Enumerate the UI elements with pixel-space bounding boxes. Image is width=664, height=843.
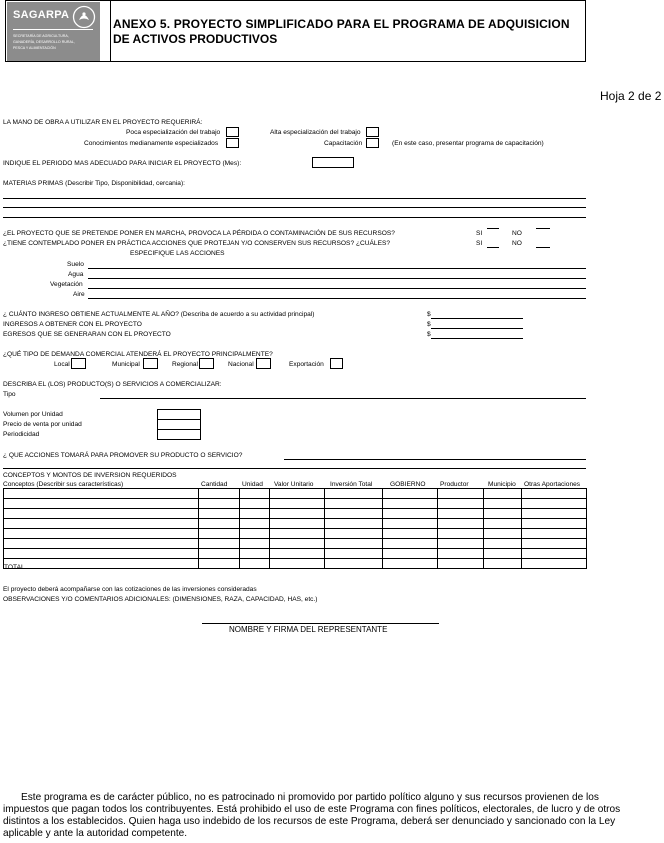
capacitacion-note: (En este caso, presentar programa de capacitación) xyxy=(392,140,544,147)
observaciones-label: OBSERVACIONES Y/O COMENTARIOS ADICIONALES: (DIMENSIONES, RAZA, CAPACIDAD, HAS, etc.) xyxy=(3,596,318,603)
table-cell[interactable] xyxy=(270,539,325,549)
table-cell[interactable] xyxy=(270,559,325,569)
table-cell[interactable] xyxy=(484,509,522,519)
legal-line-4: aplicable y ante la autoridad competente. xyxy=(3,828,188,839)
si-label-2: SI xyxy=(476,240,483,247)
exportacion-label: Exportación xyxy=(289,361,324,368)
precio-label: Precio de venta por unidad xyxy=(3,421,82,428)
page-indicator: Hoja 2 de 2 xyxy=(600,89,662,103)
col-header-conceptos: Conceptos (Describir sus características) xyxy=(3,481,124,488)
table-cell[interactable] xyxy=(4,509,199,519)
col-header-unidad: Unidad xyxy=(242,481,263,488)
table-cell[interactable] xyxy=(522,559,587,569)
table-cell[interactable] xyxy=(270,519,325,529)
nacional-checkbox[interactable] xyxy=(256,358,271,369)
no-answer-1[interactable] xyxy=(536,228,550,229)
table-cell[interactable] xyxy=(522,489,587,499)
legal-line-3: distintos a los establecidos. Quien haga uso indebido de los recursos de este Programa, deberá ser denunciado y sancionado con la Ley xyxy=(3,816,616,827)
table-cell[interactable] xyxy=(383,499,438,509)
logo-subtext-2: GANADERÍA, DESARROLLO RURAL, xyxy=(13,40,75,44)
table-cell[interactable] xyxy=(4,519,199,529)
col-header-inversion-total: Inversión Total xyxy=(330,481,373,488)
col-header-valor-unitario: Valor Unitario xyxy=(274,481,314,488)
table-cell[interactable] xyxy=(325,499,383,509)
aire-line[interactable] xyxy=(88,298,586,299)
table-cell[interactable] xyxy=(383,559,438,569)
mano-obra-title: LA MANO DE OBRA A UTILIZAR EN EL PROYECTO REQUERIRÁ: xyxy=(3,119,203,126)
table-row xyxy=(4,549,587,559)
table-cell[interactable] xyxy=(270,549,325,559)
table-cell[interactable] xyxy=(325,539,383,549)
table-cell[interactable] xyxy=(240,489,270,499)
signature-line[interactable] xyxy=(202,623,439,624)
municipal-label: Municipal xyxy=(112,361,140,368)
table-row xyxy=(4,539,587,549)
materias-line-2[interactable] xyxy=(3,207,586,208)
table-cell[interactable] xyxy=(325,559,383,569)
materias-primas-label: MATERIAS PRIMAS (Describir Tipo, Disponibilidad, cercania): xyxy=(3,180,185,187)
table-row xyxy=(4,529,587,539)
table-cell[interactable] xyxy=(383,519,438,529)
ingreso-actual-line[interactable] xyxy=(431,318,523,319)
tipo-label: Tipo xyxy=(3,391,16,398)
table-cell[interactable] xyxy=(4,559,199,569)
table-cell[interactable] xyxy=(438,539,484,549)
table-cell[interactable] xyxy=(484,489,522,499)
table-cell[interactable] xyxy=(484,499,522,509)
col-header-productor: Productor xyxy=(440,481,469,488)
table-cell[interactable] xyxy=(240,509,270,519)
table-cell[interactable] xyxy=(4,529,199,539)
table-cell[interactable] xyxy=(522,539,587,549)
capacitacion-checkbox[interactable] xyxy=(366,138,379,148)
table-cell[interactable] xyxy=(484,539,522,549)
alta-especializacion-label: Alta especialización del trabajo xyxy=(270,129,361,136)
table-cell[interactable] xyxy=(438,509,484,519)
egresos-proyecto-label: EGRESOS QUE SE GENERARAN CON EL PROYECTO xyxy=(3,331,171,338)
table-cell[interactable] xyxy=(270,509,325,519)
table-cell[interactable] xyxy=(199,559,240,569)
table-cell[interactable] xyxy=(199,549,240,559)
table-cell[interactable] xyxy=(438,549,484,559)
table-cell[interactable] xyxy=(4,539,199,549)
conocimientos-label: Conocimientos medianamente especializados xyxy=(84,140,219,147)
col-header-municipio: Municipio xyxy=(488,481,516,488)
eagle-seal-icon xyxy=(72,5,96,29)
table-cell[interactable] xyxy=(325,489,383,499)
local-checkbox[interactable] xyxy=(71,358,86,369)
municipal-checkbox[interactable] xyxy=(143,358,158,369)
ingresos-proyecto-label: INGRESOS A OBTENER CON EL PROYECTO xyxy=(3,321,142,328)
table-cell[interactable] xyxy=(325,529,383,539)
si-answer-1[interactable] xyxy=(487,228,499,229)
table-cell[interactable] xyxy=(199,529,240,539)
table-cell[interactable] xyxy=(240,519,270,529)
poca-especializacion-checkbox[interactable] xyxy=(226,127,239,137)
table-cell[interactable] xyxy=(484,559,522,569)
periodo-label: INDIQUE EL PERIODO MAS ADECUADO PARA INICIAR EL PROYECTO (Mes): xyxy=(3,160,242,167)
total-row xyxy=(4,559,587,569)
form-title-line1: ANEXO 5. PROYECTO SIMPLIFICADO PARA EL PROGRAMA DE ADQUISICION xyxy=(113,17,570,31)
table-cell[interactable] xyxy=(383,509,438,519)
demanda-question: ¿QUÉ TIPO DE DEMANDA COMERCIAL ATENDERÁ EL PROYECTO PRINCIPALMENTE? xyxy=(3,351,273,358)
table-cell[interactable] xyxy=(325,509,383,519)
table-cell[interactable] xyxy=(270,489,325,499)
table-cell[interactable] xyxy=(383,489,438,499)
table-cell[interactable] xyxy=(522,549,587,559)
nacional-label: Nacional xyxy=(228,361,254,368)
vegetacion-label: Vegetación xyxy=(50,281,83,288)
vegetacion-line[interactable] xyxy=(88,288,586,289)
suelo-label: Suelo xyxy=(67,261,84,268)
table-cell[interactable] xyxy=(383,529,438,539)
table-cell[interactable] xyxy=(240,539,270,549)
table-cell[interactable] xyxy=(325,549,383,559)
table-cell[interactable] xyxy=(522,499,587,509)
tipo-line[interactable] xyxy=(100,398,586,399)
legal-line-2: impuestos que pagan todos los contribuyentes. Está prohibido el uso de este Programa con fines políticos, electorales, de lucro y de otros xyxy=(3,804,621,815)
table-cell[interactable] xyxy=(325,519,383,529)
table-row xyxy=(4,489,587,499)
periodo-input[interactable] xyxy=(312,157,354,168)
dollar-sign-1: $ xyxy=(427,311,431,318)
inversion-table xyxy=(3,488,587,569)
table-cell[interactable] xyxy=(438,499,484,509)
table-cell[interactable] xyxy=(438,489,484,499)
table-cell[interactable] xyxy=(522,519,587,529)
table-cell[interactable] xyxy=(270,529,325,539)
local-label: Local xyxy=(54,361,70,368)
contaminacion-question: ¿EL PROYECTO QUE SE PRETENDE PONER EN MARCHA, PROVOCA LA PÉRDIDA O CONTAMINACIÓN DE SUS RECURSOS? xyxy=(3,230,395,237)
logo-subtext-3: PESCA Y ALIMENTACIÓN xyxy=(13,46,56,50)
promover-line-2[interactable] xyxy=(3,468,586,469)
signature-label: NOMBRE Y FIRMA DEL REPRESENTANTE xyxy=(229,625,388,634)
proteccion-question: ¿TIENE CONTEMPLADO PONER EN PRÁCTICA ACCIONES QUE PROTEJAN Y/O CONSERVEN SUS RECURSOS? ¿CUÁLES? xyxy=(3,240,391,247)
table-row xyxy=(4,519,587,529)
si-label-1: SI xyxy=(476,230,483,237)
col-header-otras-aportaciones: Otras Aportaciones xyxy=(524,481,581,488)
poca-especializacion-label: Poca especialización del trabajo xyxy=(126,129,221,136)
table-cell[interactable] xyxy=(199,539,240,549)
logo-subtext-1: SECRETARÍA DE AGRICULTURA, xyxy=(13,34,69,38)
col-header-cantidad: Cantidad xyxy=(201,481,228,488)
agua-line[interactable] xyxy=(88,278,586,279)
dollar-sign-2: $ xyxy=(427,321,431,328)
egresos-proyecto-line[interactable] xyxy=(431,338,523,339)
total-label: TOTAL xyxy=(4,564,25,571)
periodicidad-input[interactable] xyxy=(157,429,201,440)
inversion-title: CONCEPTOS Y MONTOS DE INVERSION REQUERIDOS xyxy=(3,472,177,479)
no-answer-2[interactable] xyxy=(536,247,550,248)
table-cell[interactable] xyxy=(199,489,240,499)
regional-label: Regional xyxy=(172,361,199,368)
table-row xyxy=(4,499,587,509)
materias-line-3[interactable] xyxy=(3,217,586,218)
suelo-line[interactable] xyxy=(88,268,586,269)
agua-label: Agua xyxy=(68,271,84,278)
table-cell[interactable] xyxy=(199,519,240,529)
promover-line-1[interactable] xyxy=(284,459,586,460)
ingreso-actual-question: ¿ CUÁNTO INGRESO OBTIENE ACTUALMENTE AL AÑO? (Describa de acuerdo a su actividad principal) xyxy=(3,311,315,318)
table-cell[interactable] xyxy=(240,559,270,569)
table-cell[interactable] xyxy=(484,529,522,539)
periodicidad-label: Periodicidad xyxy=(3,431,40,438)
table-cell[interactable] xyxy=(522,509,587,519)
ingresos-proyecto-line[interactable] xyxy=(431,328,523,329)
table-cell[interactable] xyxy=(4,499,199,509)
table-cell[interactable] xyxy=(240,549,270,559)
legal-line-1: Este programa es de carácter público, no es patrocinado ni promovido por partido político alguno y sus recursos provienen de los xyxy=(21,792,599,803)
table-cell[interactable] xyxy=(383,539,438,549)
table-cell[interactable] xyxy=(522,529,587,539)
promover-question: ¿ QUE ACCIONES TOMARÁ PARA PROMOVER SU PRODUCTO O SERVICIO? xyxy=(3,452,243,459)
table-cell[interactable] xyxy=(4,489,199,499)
exportacion-checkbox[interactable] xyxy=(330,358,343,369)
logo-text: SAGARPA xyxy=(13,9,70,21)
table-cell[interactable] xyxy=(438,519,484,529)
table-cell[interactable] xyxy=(484,549,522,559)
table-cell[interactable] xyxy=(4,549,199,559)
form-header xyxy=(5,0,586,62)
table-cell[interactable] xyxy=(438,529,484,539)
table-row xyxy=(4,509,587,519)
table-cell[interactable] xyxy=(199,509,240,519)
table-cell[interactable] xyxy=(383,549,438,559)
table-cell[interactable] xyxy=(270,499,325,509)
alta-especializacion-checkbox[interactable] xyxy=(366,127,379,137)
conocimientos-checkbox[interactable] xyxy=(226,138,239,148)
table-cell[interactable] xyxy=(240,529,270,539)
dollar-sign-3: $ xyxy=(427,331,431,338)
aire-label: Aire xyxy=(73,291,85,298)
no-label-1: NO xyxy=(512,230,522,237)
cotizaciones-note: El proyecto deberá acompañarse con las cotizaciones de las inversiones consideradas xyxy=(3,586,257,593)
legal-notice xyxy=(3,792,661,840)
materias-line-1[interactable] xyxy=(3,198,586,199)
table-cell[interactable] xyxy=(240,499,270,509)
capacitacion-label: Capacitación xyxy=(324,140,363,147)
especifique-acciones-label: ESPECIFIQUE LAS ACCIONES xyxy=(130,250,225,257)
table-cell[interactable] xyxy=(438,559,484,569)
producto-question: DESCRIBA EL (LOS) PRODUCTO(S) O SERVICIOS A COMERCIALIZAR: xyxy=(3,381,222,388)
no-label-2: NO xyxy=(512,240,522,247)
sagarpa-logo xyxy=(7,2,100,61)
regional-checkbox[interactable] xyxy=(199,358,214,369)
table-cell[interactable] xyxy=(484,519,522,529)
si-answer-2[interactable] xyxy=(487,247,499,248)
col-header-gobierno: GOBIERNO xyxy=(390,481,426,488)
table-cell[interactable] xyxy=(199,499,240,509)
volumen-label: Volumen por Unidad xyxy=(3,411,63,418)
form-title-line2: DE ACTIVOS PRODUCTIVOS xyxy=(113,32,278,46)
